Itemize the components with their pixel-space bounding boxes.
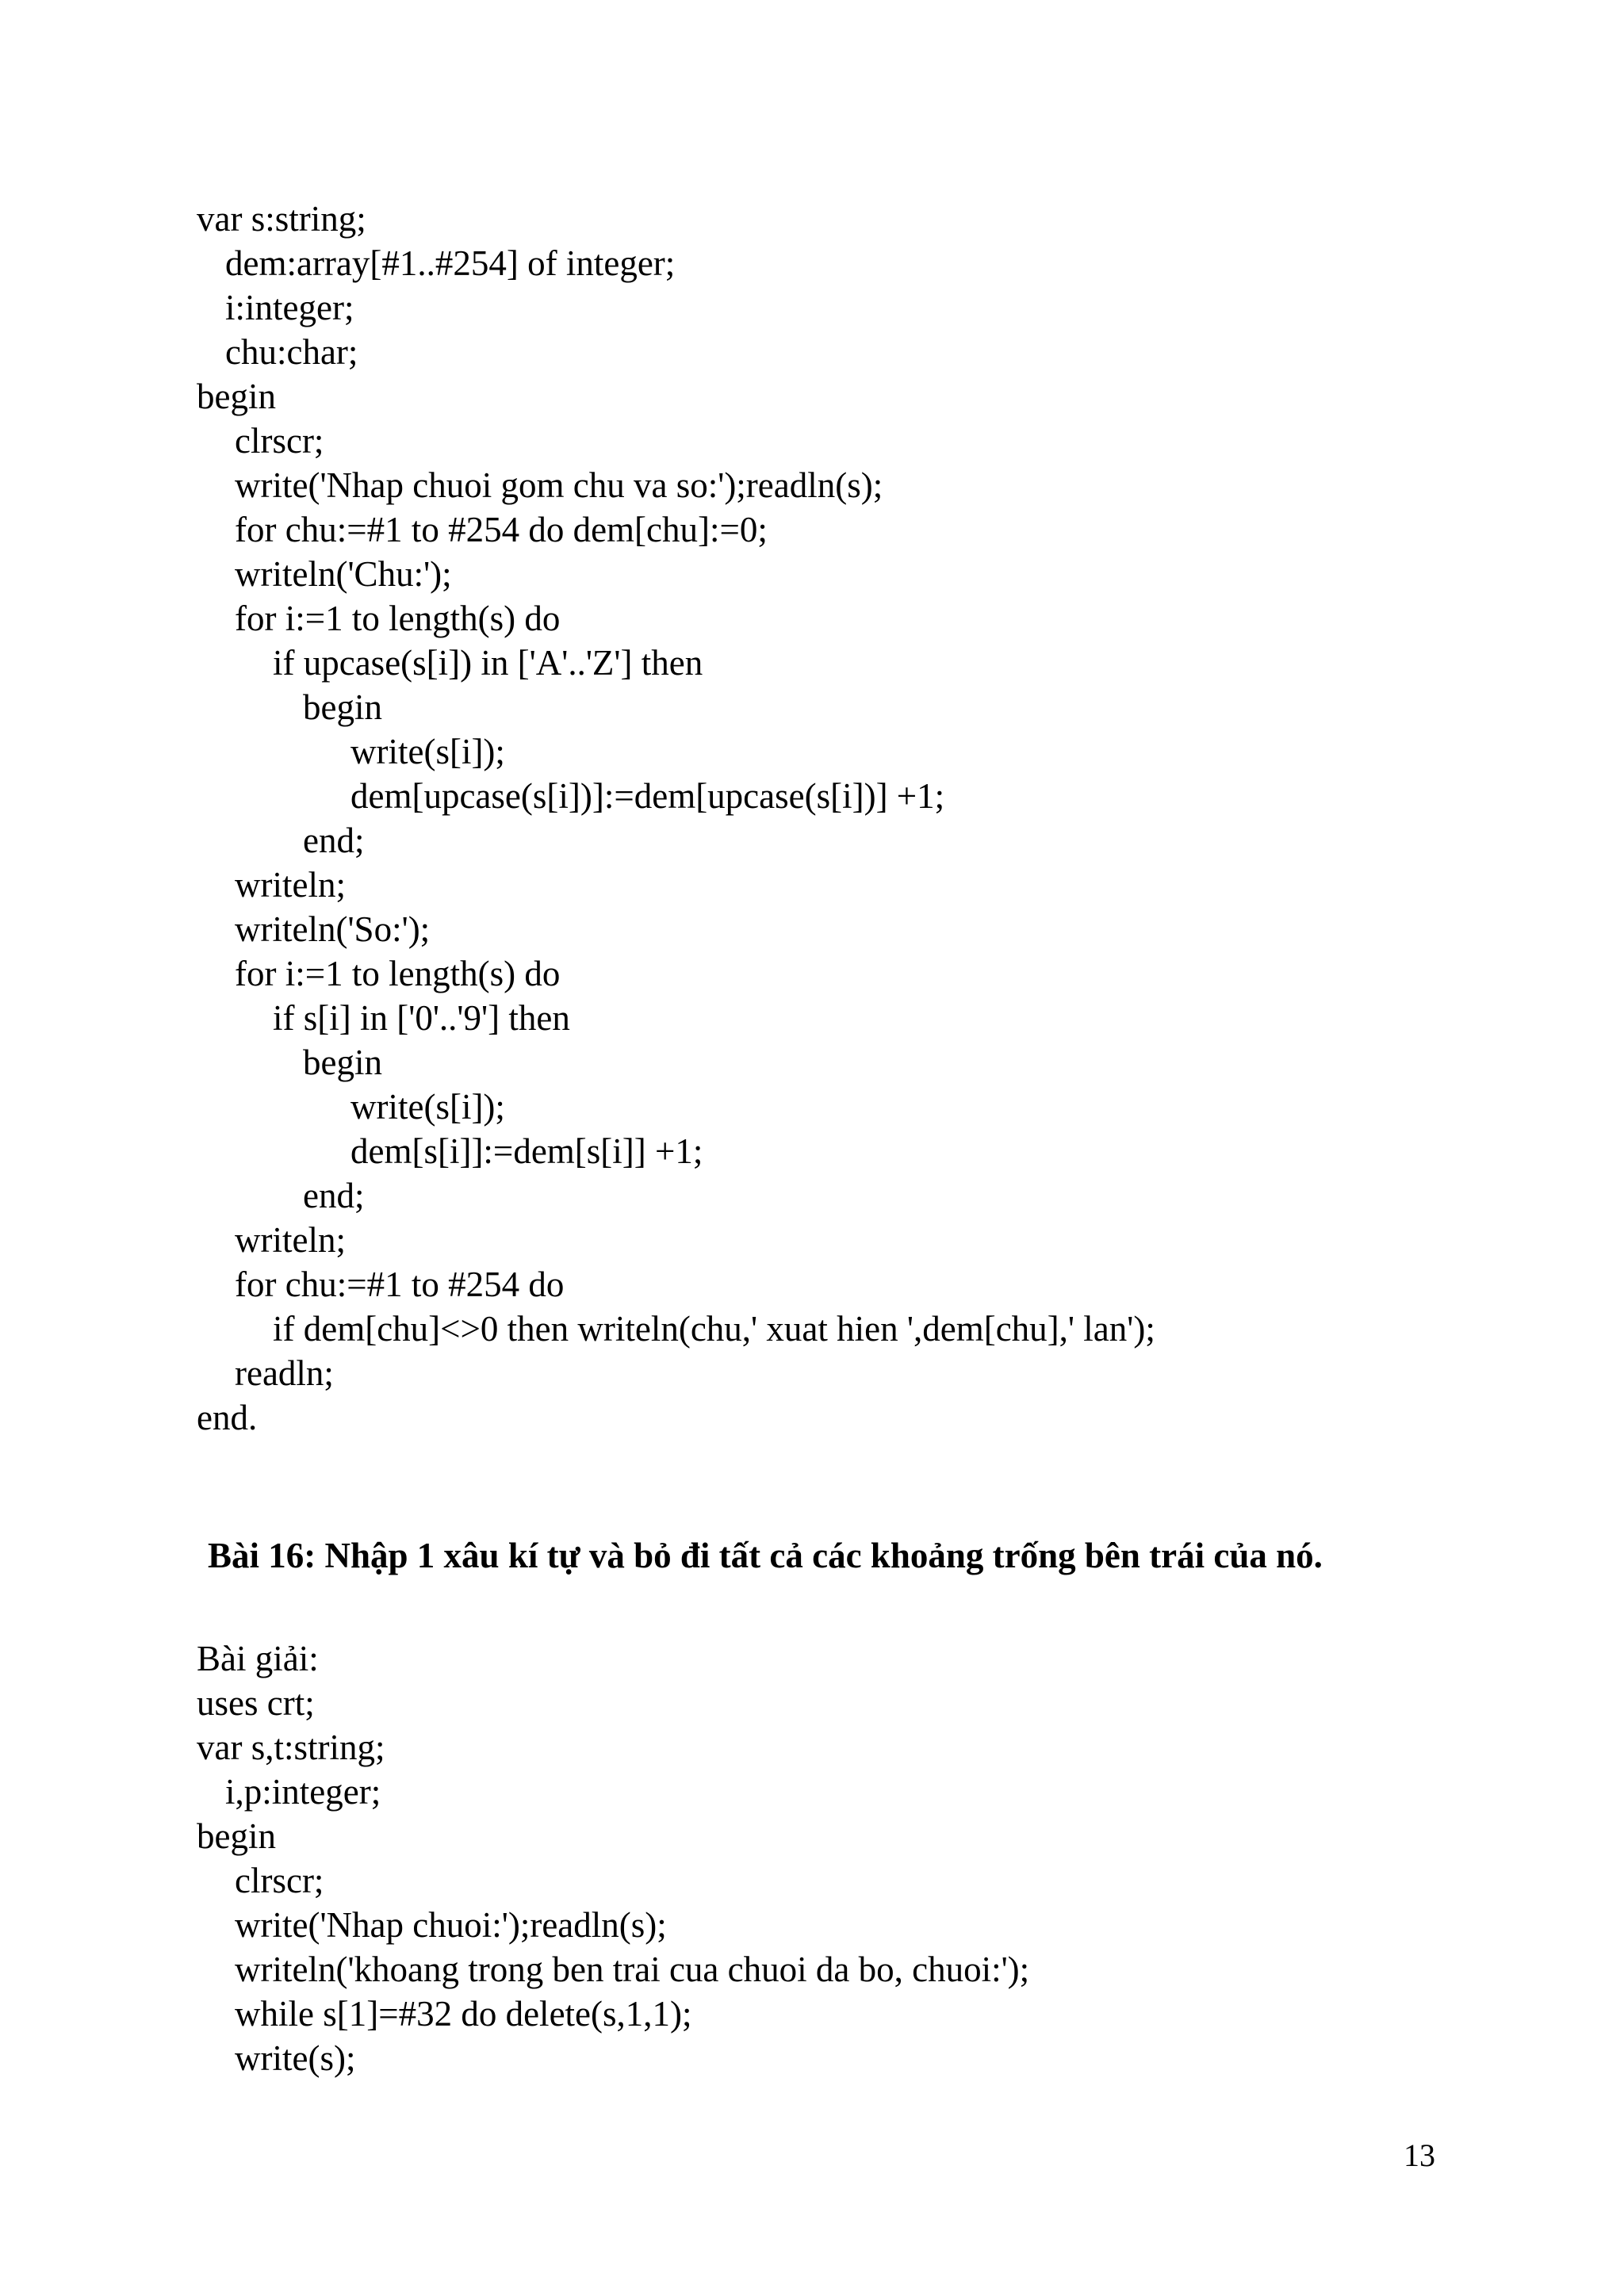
code-line: dem[s[i]]:=dem[s[i]] +1; <box>350 1131 703 1171</box>
code-line: readln; <box>235 1353 334 1393</box>
solution-label: Bài giải: <box>197 1639 319 1678</box>
code-line: write(s[i]); <box>350 732 505 771</box>
code-line: var s:string; <box>197 199 366 239</box>
code-line: begin <box>197 1816 276 1856</box>
code-line: if upcase(s[i]) in ['A'..'Z'] then <box>273 643 703 683</box>
code-line: end; <box>303 821 365 860</box>
code-line: if dem[chu]<>0 then writeln(chu,' xuat hien ',dem[chu],' lan'); <box>273 1309 1155 1349</box>
code-line: end. <box>197 1398 258 1437</box>
code-line: for i:=1 to length(s) do <box>235 599 561 638</box>
code-line: for chu:=#1 to #254 do dem[chu]:=0; <box>235 510 768 549</box>
code-line: begin <box>303 1043 382 1082</box>
code-line: for chu:=#1 to #254 do <box>235 1265 565 1304</box>
code-line: write(s); <box>235 2038 356 2078</box>
code-line: i,p:integer; <box>225 1772 381 1812</box>
code-line: var s,t:string; <box>197 1728 385 1767</box>
code-line: write(s[i]); <box>350 1087 505 1127</box>
code-line: end; <box>303 1176 365 1215</box>
code-line: dem:array[#1..#254] of integer; <box>225 243 676 283</box>
code-line: writeln; <box>235 1220 346 1260</box>
code-line: writeln('Chu:'); <box>235 554 452 594</box>
code-line: if s[i] in ['0'..'9'] then <box>273 998 570 1038</box>
code-line: begin <box>197 377 276 416</box>
code-line: uses crt; <box>197 1683 315 1723</box>
code-line: clrscr; <box>235 1861 324 1900</box>
code-line: while s[1]=#32 do delete(s,1,1); <box>235 1994 692 2034</box>
code-line: clrscr; <box>235 421 324 461</box>
code-line: chu:char; <box>225 332 358 372</box>
code-line: dem[upcase(s[i])]:=dem[upcase(s[i])] +1; <box>350 776 945 816</box>
code-line: write('Nhap chuoi gom chu va so:');readln(s); <box>235 465 883 505</box>
code-line: writeln('So:'); <box>235 909 431 949</box>
page-number: 13 <box>1404 2137 1435 2173</box>
code-line: i:integer; <box>225 288 354 327</box>
code-line: begin <box>303 687 382 727</box>
code-line: for i:=1 to length(s) do <box>235 954 561 993</box>
code-line: writeln('khoang trong ben trai cua chuoi da bo, chuoi:'); <box>235 1950 1030 1989</box>
code-line: write('Nhap chuoi:');readln(s); <box>235 1905 667 1945</box>
exercise-heading: Bài 16: Nhập 1 xâu kí tự và bỏ đi tất cả các khoảng trống bên trái của nó. <box>208 1536 1323 1575</box>
code-line: writeln; <box>235 865 346 905</box>
